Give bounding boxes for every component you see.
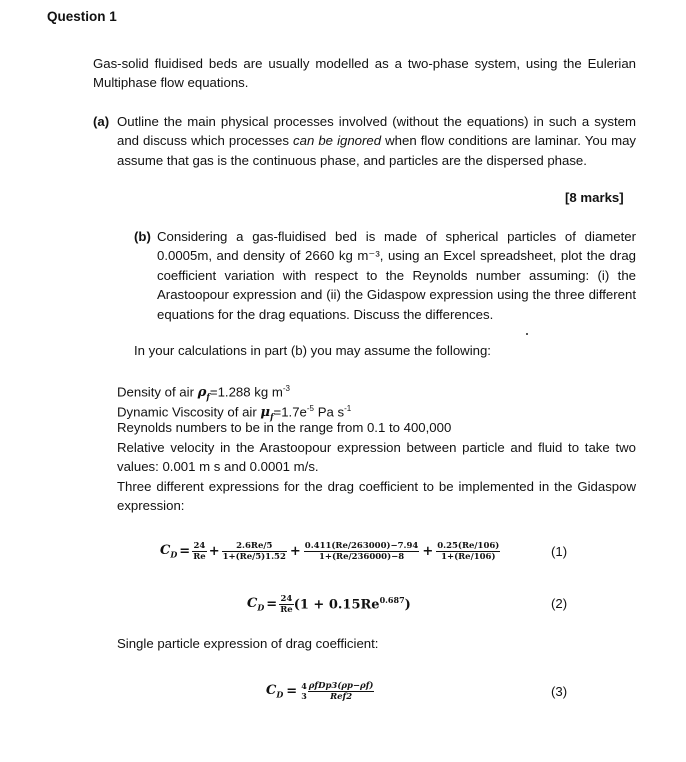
density-value: =1.288 kg m [209, 384, 283, 400]
question-title: Question 1 [47, 9, 117, 24]
eq1-number: (1) [551, 544, 568, 559]
part-a-text [117, 112, 636, 170]
reynolds-line: Reynolds numbers to be in the range from 0.1 to 400,000 [117, 420, 452, 435]
equation-3: $C_D$ = 4 3 $\frac{\text{ρfDp3(ρp−ρf)}}{\text{Ref2}}$ [266, 680, 374, 702]
single-particle-label: Single particle expression of drag coefficient: [117, 636, 379, 651]
relative-velocity: Relative velocity in the Arastoopour expression between particle and fluid to take two values: 0.001 m s and 0.0001 m/s. [117, 440, 636, 475]
eq1-term4: $\frac{0.25(Re/106)}{1+(Re/106)}$ [437, 540, 500, 562]
part-b-label: (b) [134, 229, 151, 244]
eq3-fraction-left: 4 3 [301, 681, 307, 701]
equation-2: $C_D$ = $\frac{24}{Re}$ $(1 + 0.15Re^{0.687})$ [247, 593, 411, 615]
viscosity-line: Dynamic Viscosity of air $\mu_f=1.7e^{-5}$ Pa $s^{-1}$ [117, 404, 352, 423]
equation-1: $C_D$ = $\frac{24}{Re}$ + $\frac{2.6Re/5}{1+(Re/5)1.52}$ + $\frac{0.411(Re/263000)-7.94}{1+(Re/236000)-8}$ + $\frac{0.25(Re/106)}{1+(Re/106)}$ [160, 540, 500, 562]
density-label: Density of air [117, 384, 194, 400]
eq1-term1: $\frac{24}{Re}$ [193, 540, 206, 562]
intro-paragraph: Gas-solid fluidised beds are usually modelled as a two-phase system, using the Eulerian Multiphase flow equations. [93, 56, 636, 91]
viscosity-unit-exp: -1 [344, 404, 352, 413]
three-expressions: Three different expressions for the drag coefficient to be implemented in the Gidaspow expression: [117, 479, 636, 514]
part-a-emphasis: can be ignored [293, 133, 382, 149]
eq1-term3: $\frac{0.411(Re/263000)-7.94}{1+(Re/236000)-8}$ [304, 540, 419, 562]
viscosity-value: =1.7e [273, 404, 307, 420]
part-b-text: Considering a gas-fluidised bed is made of spherical particles of diameter 0.0005m, and density of 2660 kg m⁻³, using an Excel spreadsheet, plot the drag coefficient variation with respect to the Reynolds number assuming: (i) the Arastoopour expression and (ii) the Gidaspow expression using the three different equations for the drag equations. Discuss the differences. [157, 229, 636, 322]
eq3-number: (3) [551, 684, 568, 699]
eq1-term2: $\frac{2.6Re/5}{1+(Re/5)1.52}$ [222, 540, 286, 562]
viscosity-label: Dynamic Viscosity of air [117, 404, 257, 420]
viscosity-unit: Pa s [317, 404, 345, 420]
part-a-marks: [8 marks] [565, 190, 624, 205]
eq2-fraction: $\frac{24}{Re}$ [280, 593, 293, 615]
part-a-label: (a) [93, 114, 110, 129]
eq3-fraction-right: $\frac{\text{ρfDp3(ρp−ρf)}}{\text{Ref2}}$ [308, 680, 374, 702]
eq2-rest: $(1 + 0.15Re^{0.687})$ [293, 595, 411, 613]
eq2-number: (2) [551, 596, 568, 611]
assumption-intro: In your calculations in part (b) you may assume the following: [134, 343, 491, 358]
viscosity-exp: -5 [306, 404, 315, 413]
part-a-text-before: Outline the main physical processes involved (without the equations) in such a system and discuss which processes [117, 114, 636, 149]
density-line: Density of air $\rho_f=1.288$ kg $m^{-3}$ [117, 384, 290, 403]
part-a-text-after: when flow conditions are laminar. You may assume that gas is the continuous phase, and particles are the dispersed phase. [117, 133, 636, 168]
stray-dot [526, 333, 528, 335]
density-exp: -3 [282, 384, 290, 393]
